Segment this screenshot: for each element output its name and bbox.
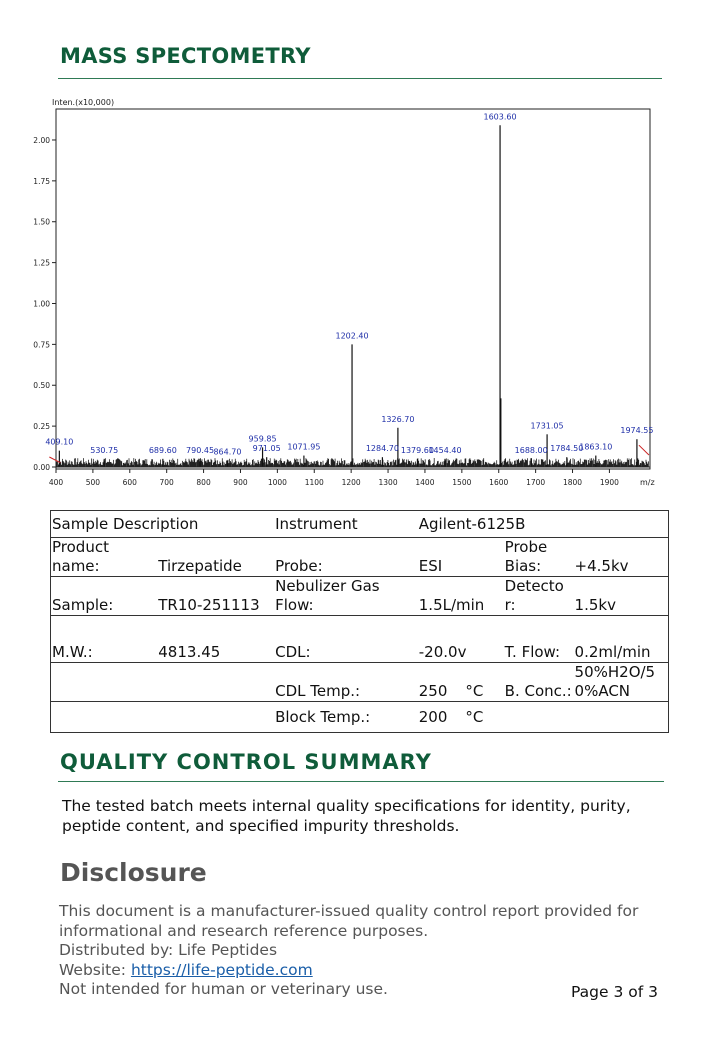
edge-marker (639, 445, 649, 455)
cell-value: ESI (418, 538, 504, 577)
y-tick-label: 0.50 (33, 381, 50, 391)
peak-label: 864.70 (213, 447, 242, 457)
cell-value (418, 663, 504, 702)
cell-value (418, 702, 504, 733)
x-tick-label: 1400 (415, 478, 435, 487)
cell-value: 1.5kv (574, 577, 669, 616)
cell-value: -20.0v (418, 616, 504, 663)
cell-value (157, 663, 274, 702)
qc-summary-divider (58, 781, 664, 782)
table-row (51, 538, 669, 577)
y-tick-label: 0.00 (33, 463, 50, 472)
peak-label: 1379.60 (400, 445, 434, 455)
plot-frame (56, 109, 650, 469)
y-tick-label: 0.75 (33, 340, 50, 350)
cdl-temp-value: 250 (418, 682, 448, 700)
cell-value: TR10-251113 (157, 577, 274, 616)
cell-value: 50%H2O/50%ACN (574, 663, 669, 702)
peak-label: 1202.40 (335, 331, 369, 341)
y-tick-label: 1.50 (33, 217, 50, 227)
mass-spectrum-chart (33, 95, 666, 495)
block-temp-value: 200 (418, 707, 448, 726)
cell-label: Probe: (274, 538, 418, 577)
y-tick-label: 1.75 (33, 176, 50, 186)
qc-summary-text: The tested batch meets internal quality specifications for identity, purity, peptide content, and specified impurity thresholds. (62, 797, 631, 835)
table-header-row (51, 511, 669, 538)
peak-label: 1784.50 (550, 444, 584, 454)
peak-label: 1326.70 (381, 414, 415, 424)
y-tick-label: 1.00 (33, 299, 50, 309)
x-tick-label: 1300 (378, 478, 398, 487)
cell-label: Product name: (51, 538, 158, 577)
edge-marker (49, 457, 60, 463)
cell-value: Tirzepatide (157, 538, 274, 577)
website-line (59, 961, 679, 981)
usage-note: Not intended for human or veterinary use. (59, 980, 388, 998)
block-temp-unit: °C (465, 707, 484, 726)
peak-label: 1863.10 (579, 442, 613, 452)
qc-summary-title: QUALITY CONTROL SUMMARY (60, 750, 432, 774)
cell-label: Detector: (504, 577, 574, 616)
cell-label: Nebulizer Gas Flow: (274, 577, 418, 616)
x-tick-label: 900 (233, 478, 248, 487)
y-axis-label: Inten.(x10,000) (52, 98, 115, 107)
x-tick-label: 1500 (452, 478, 472, 487)
sample-info-table (50, 510, 669, 733)
peak-label: 1071.95 (287, 442, 321, 452)
x-tick-label: 1700 (526, 478, 546, 487)
x-tick-label: 700 (159, 478, 174, 487)
cell-value: 1.5L/min (418, 577, 504, 616)
x-tick-label: 1200 (341, 478, 361, 487)
cell-value: 4813.45 (157, 616, 274, 663)
cell-label: M.W.: (51, 616, 158, 663)
cell-value: 0.2ml/min (574, 616, 669, 663)
peak-label: 409.10 (45, 437, 74, 447)
peak-label: 1454.40 (428, 445, 462, 455)
y-tick-label: 2.00 (33, 135, 50, 145)
cell-label: T. Flow: (504, 616, 574, 663)
table-header-instrument-model: Agilent-6125B (418, 511, 669, 538)
x-tick-label: 1800 (562, 478, 583, 487)
peak-label: 530.75 (90, 445, 119, 455)
website-link[interactable]: https://life-peptide.com (130, 960, 313, 979)
page-number: Page 3 of 3 (571, 983, 658, 1001)
table-row (51, 616, 669, 663)
peak-label: 959.85 (248, 434, 277, 444)
cell-label: B. Conc.: (504, 663, 574, 702)
distributor-line: Distributed by: Life Peptides (59, 941, 278, 959)
cdl-temp-unit: °C (465, 682, 484, 700)
cell-value (157, 702, 274, 733)
x-tick-label: 400 (48, 478, 64, 487)
peak-label: 971.05 (252, 444, 281, 454)
y-tick-label: 0.25 (33, 422, 50, 432)
peak-label: 1974.55 (620, 426, 654, 436)
website-label: Website: (59, 960, 131, 979)
mass-spec-title: MASS SPECTOMETRY (60, 44, 311, 68)
peak-label: 1688.00 (514, 445, 548, 455)
peak-label: 1731.05 (530, 421, 564, 431)
table-header-instrument: Instrument (274, 511, 418, 538)
cell-label: Sample: (51, 577, 158, 616)
peak-label: 790.45 (186, 445, 215, 455)
cell-label: Probe Bias: (504, 538, 574, 577)
x-tick-label: 1900 (599, 478, 619, 487)
mass-spec-divider (58, 78, 662, 79)
x-tick-label: 500 (85, 478, 101, 487)
cell-value: +4.5kv (574, 538, 669, 577)
table-header-sample-description: Sample Description (51, 511, 275, 538)
cell-label: CDL Temp.: (274, 663, 418, 702)
cell-label (51, 663, 158, 702)
peak-label: 689.60 (148, 445, 177, 455)
x-tick-label: 600 (122, 478, 137, 487)
cell-label: Block Temp.: (274, 702, 418, 733)
x-tick-label: 1600 (489, 478, 509, 487)
disclosure-statement: This document is a manufacturer-issued quality control report provided for informational and research reference purposes. (59, 902, 639, 940)
cell-value (574, 702, 669, 733)
cell-label (51, 702, 158, 733)
x-axis-label: m/z (640, 478, 655, 487)
x-tick-label: 1100 (304, 478, 324, 487)
peak-label: 1603.60 (483, 112, 517, 122)
table-row (51, 577, 669, 616)
table-row (51, 663, 669, 702)
table-row (51, 702, 669, 733)
cell-label (504, 702, 574, 733)
cell-label: CDL: (274, 616, 418, 663)
y-tick-label: 1.25 (33, 258, 50, 268)
x-tick-label: 800 (196, 478, 211, 487)
x-tick-label: 1000 (267, 478, 287, 487)
peak-label: 1284.70 (365, 444, 399, 454)
disclosure-title: Disclosure (60, 858, 207, 887)
